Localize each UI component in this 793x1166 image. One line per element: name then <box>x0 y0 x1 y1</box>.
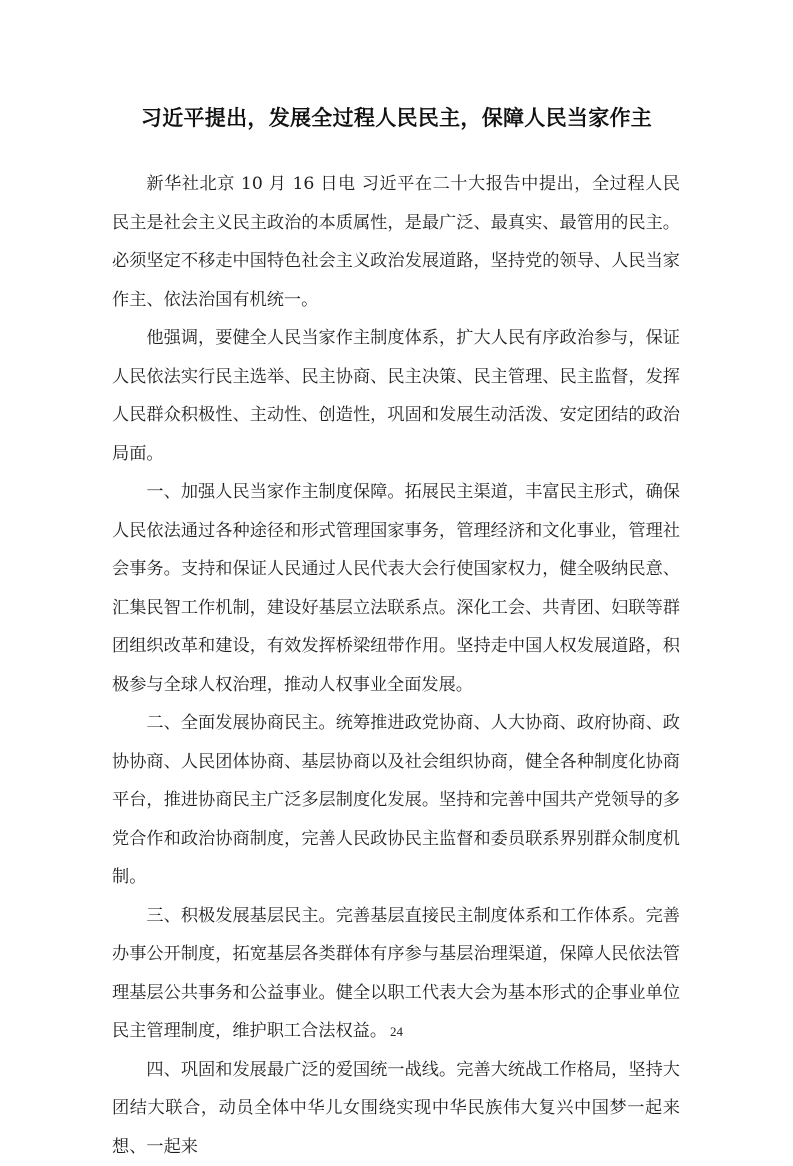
paragraph: 二、全面发展协商民主。统筹推进政党协商、人大协商、政府协商、政协协商、人民团体协商、基层协商以及社会组织协商，健全各种制度化协商平台，推进协商民主广泛多层制度化发展。坚持和完善中国共产党领导的多党合作和政治协商制度，完善人民政协民主监督和委员联系界别群众制度机制。 <box>112 704 680 897</box>
paragraph: 他强调，要健全人民当家作主制度体系，扩大人民有序政治参与，保证人民依法实行民主选举、民主协商、民主决策、民主管理、民主监督，发挥人民群众积极性、主动性、创造性，巩固和发展生动活泼、安定团结的政治局面。 <box>112 319 680 473</box>
paragraph: 三、积极发展基层民主。完善基层直接民主制度体系和工作体系。完善办事公开制度，拓宽基层各类群体有序参与基层治理渠道，保障人民依法管理基层公共事务和公益事业。健全以职工代表大会为基本形式的企事业单位民主管理制度，维护职工合法权益。 <box>112 897 680 1051</box>
paragraph: 一、加强人民当家作主制度保障。拓展民主渠道，丰富民主形式，确保人民依法通过各种途径和形式管理国家事务，管理经济和文化事业，管理社会事务。支持和保证人民通过人民代表大会行使国家权力，健全吸纳民意、汇集民智工作机制，建设好基层立法联系点。深化工会、共青团、妇联等群团组织改革和建设，有效发挥桥梁纽带作用。坚持走中国人权发展道路，积极参与全球人权治理，推动人权事业全面发展。 <box>112 473 680 704</box>
article-title: 习近平提出，发展全过程人民民主，保障人民当家作主 <box>0 104 793 132</box>
paragraph: 四、巩固和发展最广泛的爱国统一战线。完善大统战工作格局，坚持大团结大联合，动员全体中华儿女围绕实现中华民族伟大复兴中国梦一起来想、一起来 <box>112 1051 680 1166</box>
paragraph: 新华社北京 10 月 16 日电 习近平在二十大报告中提出，全过程人民民主是社会主义民主政治的本质属性，是最广泛、最真实、最管用的民主。必须坚定不移走中国特色社会主义政治发展道路，坚持党的领导、人民当家作主、依法治国有机统一。 <box>112 165 680 319</box>
page-number: 24 <box>0 1024 793 1040</box>
article-body <box>112 165 680 1166</box>
